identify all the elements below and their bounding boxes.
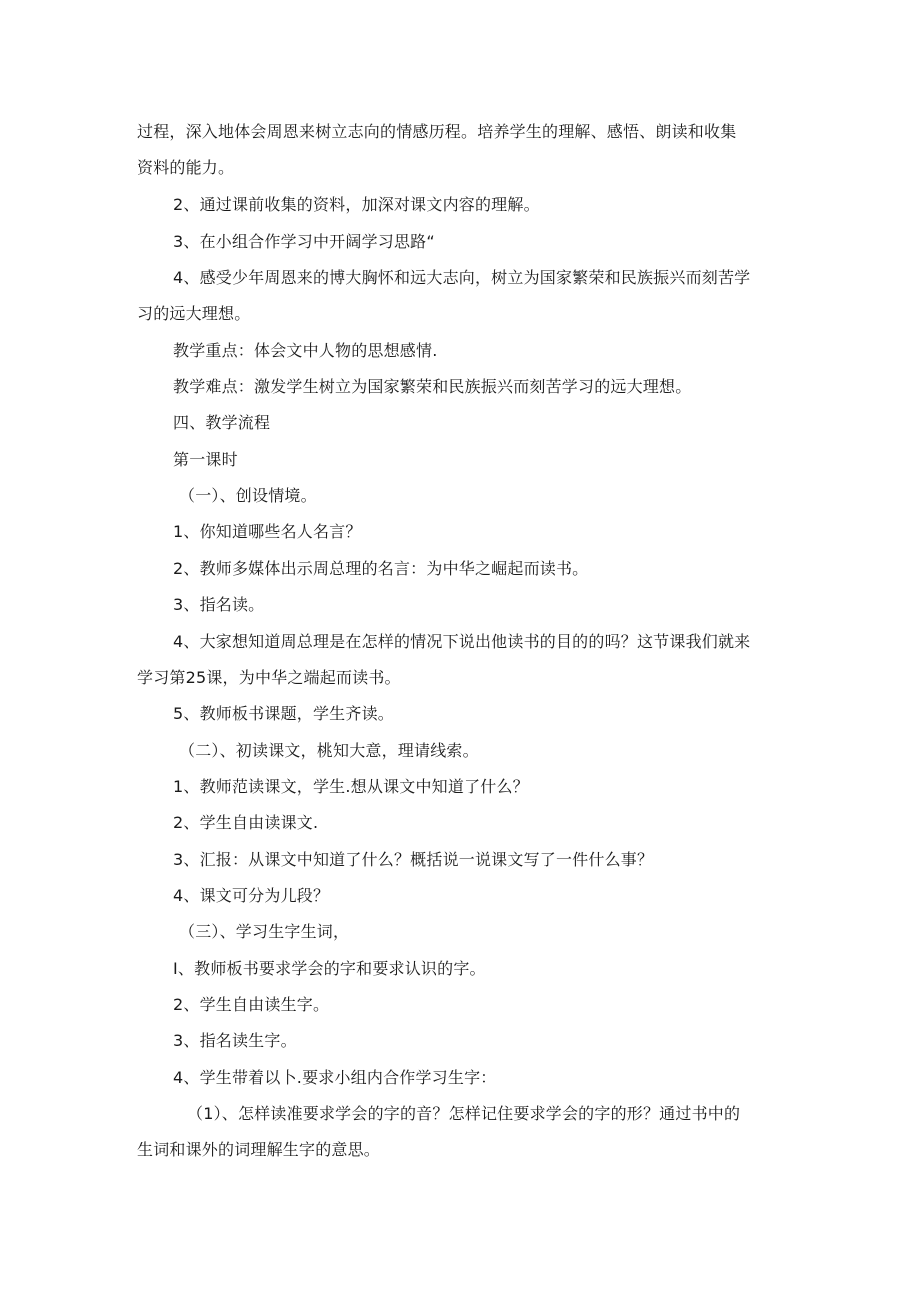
paragraph-line: 2、学生自由读课文.: [173, 813, 319, 832]
subsection-heading: （一）、创设情境。: [179, 486, 317, 505]
paragraph-line: 5、教师板书课题，学生齐读。: [173, 704, 394, 723]
section-heading: 第一课时: [173, 450, 238, 469]
paragraph-line: 3、指名读生字。: [173, 1031, 297, 1050]
subsection-heading: （二）、初读课文，桃知大意，理请线索。: [179, 741, 479, 760]
paragraph-line: 3、在小组合作学习中开阔学习思路“: [173, 232, 435, 251]
paragraph-line: 3、指名读。: [173, 595, 265, 614]
paragraph-line: 4、课文可分为儿段？: [173, 886, 330, 905]
paragraph-line: （1）、怎样读准要求学会的字的音？怎样记住要求学会的字的形？通过书中的: [187, 1104, 741, 1123]
paragraph-line: 资料的能力。: [137, 158, 235, 177]
paragraph-line: 习的远大理想。: [137, 304, 251, 323]
paragraph-line: I、教师板书要求学会的字和要求认识的字。: [173, 959, 486, 978]
paragraph-line: 4、学生带着以卜.要求小组内合作学习生字：: [173, 1068, 497, 1087]
paragraph-line: 教学重点：体会文中人物的思想感情.: [173, 341, 438, 360]
paragraph-line: 2、教师多媒体出示周总理的名言：为中华之崛起而读书。: [173, 559, 589, 578]
paragraph-line: 1、你知道哪些名人名言？: [173, 522, 362, 541]
paragraph-line: 学习第25课，为中华之端起而读书。: [137, 668, 401, 687]
paragraph-line: 2、学生自由读生字。: [173, 995, 330, 1014]
paragraph-line: 3、汇报：从课文中知道了什么？概括说一说课文写了一件什么事？: [173, 850, 654, 869]
paragraph-line: 1、教师范读课文，学生.想从课文中知道了什么？: [173, 777, 529, 796]
paragraph-line: 4、大家想知道周总理是在怎样的情况下说出他读书的目的的吗？这节课我们就来: [173, 632, 751, 651]
paragraph-line: 4、感受少年周恩来的博大胸怀和远大志向，树立为国家繁荣和民族振兴而刻苦学: [173, 268, 751, 287]
paragraph-line: 过程，深入地体会周恩来树立志向的情感历程。培养学生的理解、感悟、朗读和收集: [137, 122, 737, 141]
section-heading: 四、教学流程: [173, 413, 271, 432]
paragraph-line: 生词和课外的词理解生字的意思。: [137, 1140, 381, 1159]
subsection-heading: （三）、学习生字生词，: [179, 922, 350, 941]
paragraph-line: 2、通过课前收集的资料，加深对课文内容的理解。: [173, 195, 540, 214]
paragraph-line: 教学难点：激发学生树立为国家繁荣和民族振兴而刻苦学习的远大理想。: [173, 377, 692, 396]
